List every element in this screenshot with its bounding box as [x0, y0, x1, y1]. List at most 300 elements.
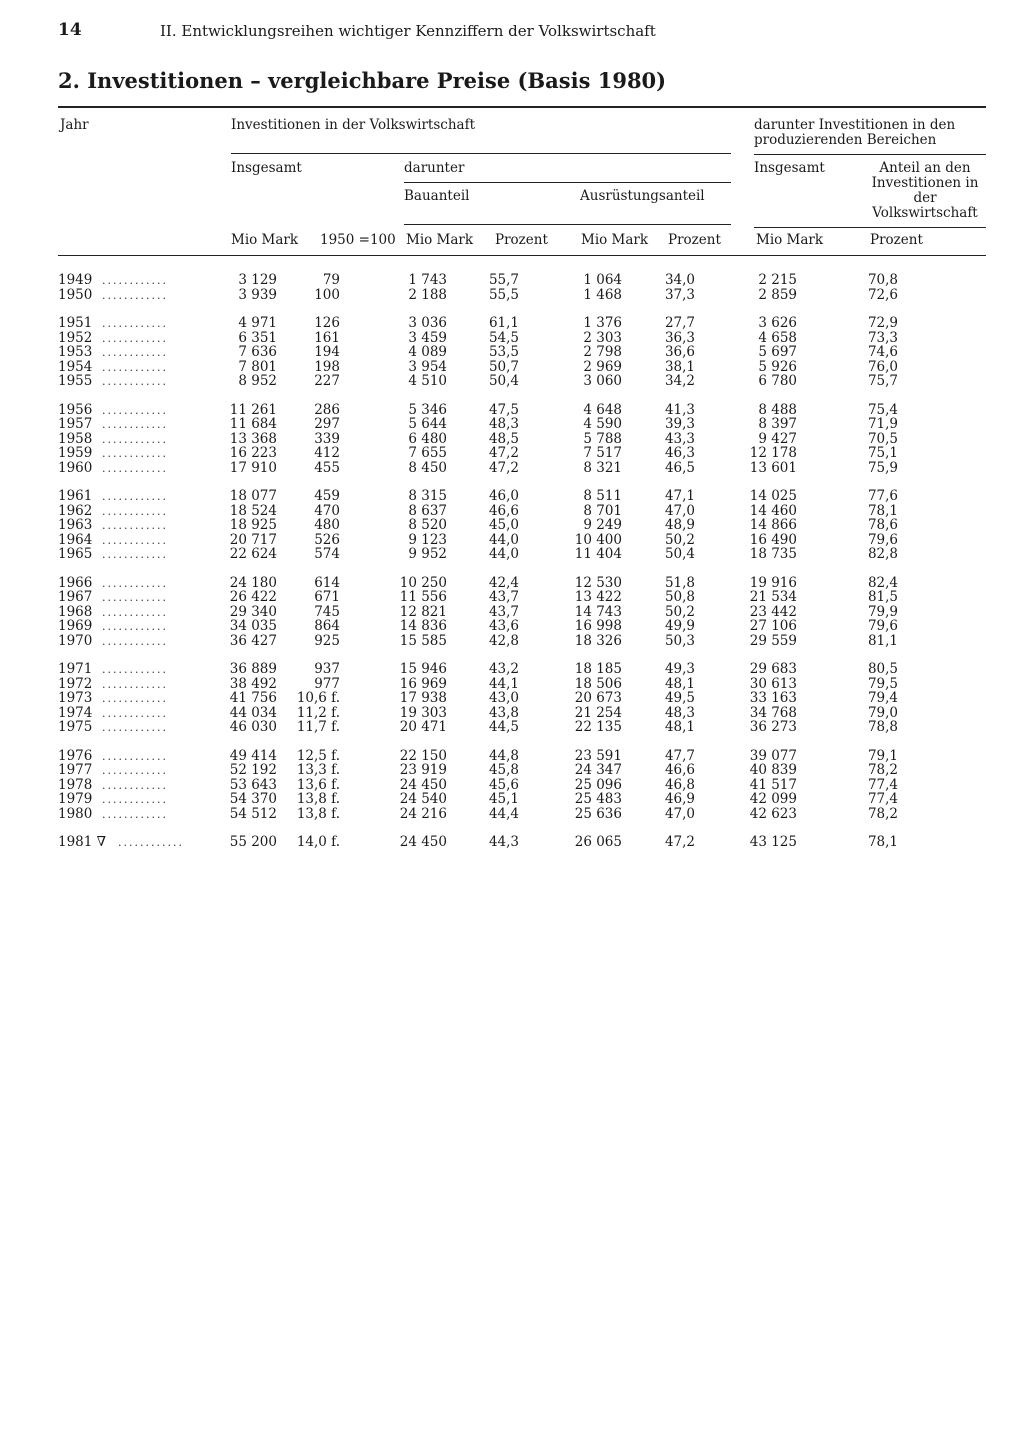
index-1950-cell: 339 — [314, 430, 340, 447]
ausruestung-prozent-cell: 49,5 — [664, 690, 695, 706]
bau-prozent-cell: 47,2 — [488, 459, 519, 476]
bau-mio-mark-cell: 24 450 — [399, 776, 447, 793]
index-1950-cell: 297 — [314, 416, 340, 432]
insgesamt-cell: 3 939 — [238, 286, 277, 303]
year-cell: 1969 — [58, 618, 93, 634]
ausruestung-prozent-cell: 36,6 — [664, 344, 695, 360]
bau-mio-mark-cell: 6 480 — [408, 430, 447, 447]
ausruestung-mio-mark-cell: 4 648 — [583, 401, 622, 418]
ausruestung-prozent-cell: 34,2 — [664, 373, 695, 389]
rule-sub — [404, 224, 731, 225]
prod-anteil-cell: 74,6 — [867, 344, 898, 360]
year-cell: 1960 — [58, 459, 93, 476]
ausruestung-mio-mark-cell: 18 326 — [574, 632, 622, 649]
unit-mio-mark-3: Mio Mark — [581, 232, 649, 248]
insgesamt-cell: 18 925 — [229, 517, 277, 533]
bau-mio-mark-cell: 11 556 — [399, 589, 447, 605]
bau-prozent-cell: 46,6 — [488, 502, 519, 519]
ausruestung-mio-mark-cell: 1 376 — [583, 315, 622, 331]
bau-mio-mark-cell: 4 510 — [408, 373, 447, 389]
ausruestung-mio-mark-cell: 18 506 — [574, 675, 622, 692]
ausruestung-prozent-cell: 46,8 — [664, 776, 695, 793]
bau-prozent-cell: 44,3 — [488, 834, 519, 850]
leader-dots: ............ — [102, 504, 168, 518]
rule-prod — [754, 154, 986, 155]
bau-mio-mark-cell: 24 450 — [399, 834, 447, 850]
ausruestung-prozent-cell: 47,1 — [664, 488, 695, 504]
unit-mio-mark-2: Mio Mark — [406, 232, 474, 248]
leader-dots: ............ — [102, 317, 168, 330]
index-1950-cell: 480 — [314, 517, 340, 533]
header-bauanteil: Bauanteil — [404, 188, 470, 204]
prod-anteil-cell: 79,5 — [867, 675, 898, 692]
prod-anteil-cell: 78,1 — [867, 834, 898, 850]
insgesamt-cell: 36 889 — [229, 661, 277, 677]
insgesamt-cell: 55 200 — [229, 834, 277, 850]
ausruestung-prozent-cell: 47,0 — [664, 502, 695, 519]
bau-mio-mark-cell: 2 188 — [408, 286, 447, 303]
prod-insgesamt-cell: 13 601 — [749, 459, 797, 476]
index-1950-cell: 459 — [314, 488, 340, 504]
prod-anteil-cell: 78,2 — [867, 762, 898, 778]
header-ausruestungsanteil: Ausrüstungsanteil — [580, 188, 705, 204]
bau-mio-mark-cell: 14 836 — [399, 618, 447, 634]
bau-prozent-cell: 50,7 — [488, 358, 519, 375]
insgesamt-cell: 44 034 — [229, 704, 277, 721]
header-darunter-produzierend: darunter Investitionen in den produzierenden Bereichen — [754, 117, 956, 148]
year-cell: 1957 — [58, 416, 93, 432]
index-1950-cell: 671 — [314, 589, 340, 605]
ausruestung-mio-mark-cell: 7 517 — [583, 445, 622, 461]
page-number: 14 — [58, 20, 82, 40]
leader-dots: ............ — [102, 663, 168, 676]
leader-dots: ............ — [102, 432, 168, 446]
prod-anteil-cell: 77,4 — [867, 791, 898, 807]
insgesamt-cell: 38 492 — [229, 675, 277, 692]
bau-mio-mark-cell: 5 346 — [408, 401, 447, 418]
bau-mio-mark-cell: 15 585 — [399, 632, 447, 649]
year-cell: 1968 — [58, 603, 93, 620]
bau-mio-mark-cell: 4 089 — [408, 344, 447, 360]
table-title: 2. Investitionen – vergleichbare Preise (Basis 1980) — [58, 68, 667, 93]
bau-prozent-cell: 45,0 — [488, 517, 519, 533]
index-1950-cell: 11,7 f. — [296, 719, 340, 735]
prod-insgesamt-cell: 12 178 — [749, 445, 797, 461]
header-bottom-rule — [58, 255, 986, 256]
insgesamt-cell: 54 512 — [229, 805, 277, 822]
bau-mio-mark-cell: 22 150 — [399, 747, 447, 764]
prod-anteil-cell: 81,5 — [867, 589, 898, 605]
bau-prozent-cell: 50,4 — [488, 373, 519, 389]
year-cell: 1967 — [58, 589, 93, 605]
ausruestung-prozent-cell: 39,3 — [664, 416, 695, 432]
insgesamt-cell: 20 717 — [229, 531, 277, 548]
ausruestung-mio-mark-cell: 21 254 — [574, 704, 622, 721]
bau-mio-mark-cell: 10 250 — [399, 574, 447, 591]
bau-mio-mark-cell: 1 743 — [408, 272, 447, 288]
bau-mio-mark-cell: 3 459 — [408, 329, 447, 346]
insgesamt-cell: 53 643 — [229, 776, 277, 793]
year-cell: 1966 — [58, 574, 93, 591]
bau-prozent-cell: 43,8 — [488, 704, 519, 721]
ausruestung-mio-mark-cell: 1 064 — [583, 272, 622, 288]
insgesamt-cell: 52 192 — [229, 762, 277, 778]
prod-insgesamt-cell: 40 839 — [749, 762, 797, 778]
leader-dots: ............ — [102, 461, 168, 475]
ausruestung-mio-mark-cell: 2 798 — [583, 344, 622, 360]
prod-insgesamt-cell: 5 697 — [758, 344, 797, 360]
prod-insgesamt-cell: 18 735 — [749, 546, 797, 562]
year-cell: 1965 — [58, 546, 93, 562]
prod-insgesamt-cell: 14 866 — [749, 517, 797, 533]
bau-mio-mark-cell: 8 315 — [408, 488, 447, 504]
prod-insgesamt-cell: 36 273 — [749, 719, 797, 735]
year-cell: 1973 — [58, 690, 93, 706]
bau-prozent-cell: 44,0 — [488, 546, 519, 562]
prod-insgesamt-cell: 33 163 — [749, 690, 797, 706]
index-1950-cell: 79 — [322, 272, 340, 288]
index-1950-cell: 977 — [314, 675, 340, 692]
bau-prozent-cell: 43,6 — [488, 618, 519, 634]
prod-anteil-cell: 73,3 — [867, 329, 898, 346]
prod-anteil-cell: 79,9 — [867, 603, 898, 620]
prod-anteil-cell: 71,9 — [867, 416, 898, 432]
prod-insgesamt-cell: 2 215 — [758, 272, 797, 288]
year-cell: 1962 — [58, 502, 93, 519]
ausruestung-mio-mark-cell: 8 321 — [583, 459, 622, 476]
index-1950-cell: 864 — [314, 618, 340, 634]
index-1950-cell: 937 — [314, 661, 340, 677]
ausruestung-prozent-cell: 46,5 — [664, 459, 695, 476]
leader-dots: ............ — [102, 764, 168, 777]
bau-prozent-cell: 42,4 — [488, 574, 519, 591]
prod-anteil-cell: 82,4 — [867, 574, 898, 591]
ausruestung-prozent-cell: 43,3 — [664, 430, 695, 447]
bau-mio-mark-cell: 5 644 — [408, 416, 447, 432]
ausruestung-prozent-cell: 46,6 — [664, 762, 695, 778]
ausruestung-prozent-cell: 37,3 — [664, 286, 695, 303]
leader-dots: ............ — [102, 620, 168, 633]
leader-dots: ............ — [102, 576, 168, 590]
prod-anteil-cell: 78,1 — [867, 502, 898, 519]
insgesamt-cell: 4 971 — [238, 315, 277, 331]
leader-dots: ............ — [102, 749, 168, 763]
prod-insgesamt-cell: 39 077 — [749, 747, 797, 764]
insgesamt-cell: 17 910 — [229, 459, 277, 476]
bau-mio-mark-cell: 8 450 — [408, 459, 447, 476]
index-1950-cell: 470 — [314, 502, 340, 519]
prod-insgesamt-cell: 14 460 — [749, 502, 797, 519]
header-anteil: Anteil an den Investitionen in der Volkswirtschaft — [871, 160, 979, 221]
year-cell: 1979 — [58, 791, 93, 807]
ausruestung-mio-mark-cell: 25 636 — [574, 805, 622, 822]
ausruestung-prozent-cell: 49,3 — [664, 661, 695, 677]
insgesamt-cell: 8 952 — [238, 373, 277, 389]
leader-dots: ............ — [102, 605, 168, 619]
leader-dots: ............ — [102, 793, 168, 806]
ausruestung-prozent-cell: 41,3 — [664, 401, 695, 418]
ausruestung-mio-mark-cell: 26 065 — [574, 834, 622, 850]
prod-anteil-cell: 72,6 — [867, 286, 898, 303]
bau-mio-mark-cell: 19 303 — [399, 704, 447, 721]
bau-prozent-cell: 44,1 — [488, 675, 519, 692]
prod-anteil-cell: 79,4 — [867, 690, 898, 706]
ausruestung-prozent-cell: 50,3 — [664, 632, 695, 649]
year-cell: 1977 — [58, 762, 93, 778]
prod-insgesamt-cell: 16 490 — [749, 531, 797, 548]
leader-dots: ............ — [102, 677, 168, 691]
prod-insgesamt-cell: 27 106 — [749, 618, 797, 634]
prod-anteil-cell: 75,9 — [867, 459, 898, 476]
ausruestung-mio-mark-cell: 18 185 — [574, 661, 622, 677]
ausruestung-mio-mark-cell: 3 060 — [583, 373, 622, 389]
ausruestung-prozent-cell: 50,4 — [664, 546, 695, 562]
year-cell: 1963 — [58, 517, 93, 533]
ausruestung-mio-mark-cell: 13 422 — [574, 589, 622, 605]
prod-anteil-cell: 75,4 — [867, 401, 898, 418]
unit-mio-mark-4: Mio Mark — [756, 232, 824, 248]
ausruestung-prozent-cell: 48,9 — [664, 517, 695, 533]
unit-prozent-3: Prozent — [870, 232, 923, 248]
ausruestung-prozent-cell: 48,3 — [664, 704, 695, 721]
insgesamt-cell: 11 684 — [229, 416, 277, 432]
ausruestung-mio-mark-cell: 12 530 — [574, 574, 622, 591]
prod-anteil-cell: 79,6 — [867, 618, 898, 634]
leader-dots: ............ — [102, 375, 168, 388]
bau-prozent-cell: 53,5 — [488, 344, 519, 360]
ausruestung-mio-mark-cell: 8 511 — [583, 488, 622, 504]
bau-mio-mark-cell: 16 969 — [399, 675, 447, 692]
prod-insgesamt-cell: 14 025 — [749, 488, 797, 504]
prod-anteil-cell: 81,1 — [867, 632, 898, 649]
leader-dots: ............ — [102, 533, 168, 547]
year-cell: 1972 — [58, 675, 93, 692]
year-cell: 1959 — [58, 445, 93, 461]
index-1950-cell: 13,6 f. — [296, 776, 340, 793]
bau-prozent-cell: 43,7 — [488, 603, 519, 620]
header-jahr: Jahr — [60, 117, 89, 133]
bau-prozent-cell: 47,5 — [488, 401, 519, 418]
header-insgesamt: Insgesamt — [231, 160, 302, 176]
leader-dots: ............ — [118, 836, 184, 849]
running-title: II. Entwicklungsreihen wichtiger Kennziffern der Volkswirtschaft — [160, 22, 656, 40]
ausruestung-mio-mark-cell: 2 969 — [583, 358, 622, 375]
ausruestung-mio-mark-cell: 11 404 — [574, 546, 622, 562]
index-1950-cell: 227 — [314, 373, 340, 389]
insgesamt-cell: 26 422 — [229, 589, 277, 605]
index-1950-cell: 13,8 f. — [296, 805, 340, 822]
ausruestung-prozent-cell: 49,9 — [664, 618, 695, 634]
ausruestung-prozent-cell: 46,3 — [664, 445, 695, 461]
ausruestung-mio-mark-cell: 5 788 — [583, 430, 622, 447]
prod-insgesamt-cell: 21 534 — [749, 589, 797, 605]
prod-insgesamt-cell: 42 623 — [749, 805, 797, 822]
year-cell: 1974 — [58, 704, 93, 721]
bau-prozent-cell: 44,8 — [488, 747, 519, 764]
index-1950-cell: 13,3 f. — [296, 762, 340, 778]
ausruestung-mio-mark-cell: 20 673 — [574, 690, 622, 706]
prod-insgesamt-cell: 30 613 — [749, 675, 797, 692]
ausruestung-mio-mark-cell: 2 303 — [583, 329, 622, 346]
index-1950-cell: 194 — [314, 344, 340, 360]
leader-dots: ............ — [102, 807, 168, 821]
ausruestung-prozent-cell: 47,0 — [664, 805, 695, 822]
prod-insgesamt-cell: 19 916 — [749, 574, 797, 591]
rule-sub-prod — [754, 227, 986, 228]
index-1950-cell: 286 — [314, 401, 340, 418]
leader-dots: ............ — [102, 360, 168, 374]
year-cell: 1980 — [58, 805, 93, 822]
insgesamt-cell: 34 035 — [229, 618, 277, 634]
prod-anteil-cell: 80,5 — [867, 661, 898, 677]
prod-anteil-cell: 78,6 — [867, 517, 898, 533]
bau-prozent-cell: 47,2 — [488, 445, 519, 461]
unit-prozent-1: Prozent — [495, 232, 548, 248]
ausruestung-prozent-cell: 47,2 — [664, 834, 695, 850]
prod-insgesamt-cell: 4 658 — [758, 329, 797, 346]
ausruestung-prozent-cell: 50,8 — [664, 589, 695, 605]
prod-anteil-cell: 75,1 — [867, 445, 898, 461]
prod-anteil-cell: 77,6 — [867, 488, 898, 504]
bau-prozent-cell: 48,5 — [488, 430, 519, 447]
prod-insgesamt-cell: 2 859 — [758, 286, 797, 303]
year-cell: 1978 — [58, 776, 93, 793]
prod-anteil-cell: 79,1 — [867, 747, 898, 764]
insgesamt-cell: 41 756 — [229, 690, 277, 706]
ausruestung-mio-mark-cell: 10 400 — [574, 531, 622, 548]
leader-dots: ............ — [102, 519, 168, 532]
index-1950-cell: 10,6 f. — [296, 690, 340, 706]
index-1950-cell: 455 — [314, 459, 340, 476]
bau-prozent-cell: 54,5 — [488, 329, 519, 346]
bau-mio-mark-cell: 8 637 — [408, 502, 447, 519]
bau-mio-mark-cell: 12 821 — [399, 603, 447, 620]
ausruestung-prozent-cell: 46,9 — [664, 791, 695, 807]
index-1950-cell: 574 — [314, 546, 340, 562]
insgesamt-cell: 24 180 — [229, 574, 277, 591]
index-1950-cell: 412 — [314, 445, 340, 461]
ausruestung-prozent-cell: 48,1 — [664, 675, 695, 692]
bau-mio-mark-cell: 3 954 — [408, 358, 447, 375]
year-cell: 1954 — [58, 358, 93, 375]
insgesamt-cell: 18 077 — [229, 488, 277, 504]
prod-anteil-cell: 78,2 — [867, 805, 898, 822]
index-1950-cell: 526 — [314, 531, 340, 548]
insgesamt-cell: 7 636 — [238, 344, 277, 360]
leader-dots: ............ — [102, 490, 168, 503]
insgesamt-cell: 36 427 — [229, 632, 277, 649]
leader-dots: ............ — [102, 288, 168, 302]
insgesamt-cell: 11 261 — [229, 401, 277, 418]
ausruestung-prozent-cell: 51,8 — [664, 574, 695, 591]
ausruestung-mio-mark-cell: 25 096 — [574, 776, 622, 793]
year-cell: 1981 ∇ — [58, 834, 107, 850]
bau-mio-mark-cell: 23 919 — [399, 762, 447, 778]
bau-mio-mark-cell: 8 520 — [408, 517, 447, 533]
index-1950-cell: 925 — [314, 632, 340, 649]
insgesamt-cell: 29 340 — [229, 603, 277, 620]
year-cell: 1949 — [58, 272, 93, 288]
bau-prozent-cell: 45,8 — [488, 762, 519, 778]
bau-mio-mark-cell: 24 216 — [399, 805, 447, 822]
bau-mio-mark-cell: 3 036 — [408, 315, 447, 331]
bau-prozent-cell: 43,7 — [488, 589, 519, 605]
prod-anteil-cell: 78,8 — [867, 719, 898, 735]
ausruestung-mio-mark-cell: 1 468 — [583, 286, 622, 303]
prod-insgesamt-cell: 34 768 — [749, 704, 797, 721]
year-cell: 1971 — [58, 661, 93, 677]
year-cell: 1955 — [58, 373, 93, 389]
ausruestung-prozent-cell: 50,2 — [664, 531, 695, 548]
ausruestung-prozent-cell: 50,2 — [664, 603, 695, 620]
index-1950-cell: 614 — [314, 574, 340, 591]
prod-anteil-cell: 70,8 — [867, 272, 898, 288]
leader-dots: ............ — [102, 418, 168, 431]
prod-insgesamt-cell: 42 099 — [749, 791, 797, 807]
index-1950-cell: 14,0 f. — [296, 834, 340, 850]
index-1950-cell: 126 — [314, 315, 340, 331]
bau-mio-mark-cell: 7 655 — [408, 445, 447, 461]
bau-prozent-cell: 45,6 — [488, 776, 519, 793]
year-cell: 1950 — [58, 286, 93, 303]
year-cell: 1970 — [58, 632, 93, 649]
leader-dots: ............ — [102, 548, 168, 561]
header-insgesamt-prod: Insgesamt — [754, 160, 825, 176]
year-cell: 1976 — [58, 747, 93, 764]
bau-prozent-cell: 43,2 — [488, 661, 519, 677]
bau-prozent-cell: 44,5 — [488, 719, 519, 735]
unit-index: 1950 =100 — [320, 232, 396, 248]
leader-dots: ............ — [102, 274, 168, 287]
prod-anteil-cell: 79,0 — [867, 704, 898, 721]
leader-dots: ............ — [102, 721, 168, 734]
prod-insgesamt-cell: 8 488 — [758, 401, 797, 418]
index-1950-cell: 198 — [314, 358, 340, 375]
leader-dots: ............ — [102, 706, 168, 720]
bau-prozent-cell: 61,1 — [488, 315, 519, 331]
prod-insgesamt-cell: 5 926 — [758, 358, 797, 375]
bau-prozent-cell: 44,0 — [488, 531, 519, 548]
insgesamt-cell: 13 368 — [229, 430, 277, 447]
ausruestung-mio-mark-cell: 8 701 — [583, 502, 622, 519]
bau-prozent-cell: 44,4 — [488, 805, 519, 822]
index-1950-cell: 11,2 f. — [296, 704, 340, 721]
prod-anteil-cell: 70,5 — [867, 430, 898, 447]
ausruestung-mio-mark-cell: 23 591 — [574, 747, 622, 764]
insgesamt-cell: 16 223 — [229, 445, 277, 461]
bau-prozent-cell: 55,5 — [488, 286, 519, 303]
prod-insgesamt-cell: 29 683 — [749, 661, 797, 677]
bau-mio-mark-cell: 20 471 — [399, 719, 447, 735]
prod-insgesamt-cell: 23 442 — [749, 603, 797, 620]
ausruestung-mio-mark-cell: 14 743 — [574, 603, 622, 620]
bau-prozent-cell: 43,0 — [488, 690, 519, 706]
bau-prozent-cell: 45,1 — [488, 791, 519, 807]
ausruestung-prozent-cell: 36,3 — [664, 329, 695, 346]
insgesamt-cell: 54 370 — [229, 791, 277, 807]
bau-mio-mark-cell: 9 123 — [408, 531, 447, 548]
header-investitionen-vw: Investitionen in der Volkswirtschaft — [231, 117, 476, 133]
ausruestung-mio-mark-cell: 24 347 — [574, 762, 622, 778]
prod-insgesamt-cell: 8 397 — [758, 416, 797, 432]
index-1950-cell: 161 — [314, 329, 340, 346]
insgesamt-cell: 3 129 — [238, 272, 277, 288]
ausruestung-prozent-cell: 34,0 — [664, 272, 695, 288]
year-cell: 1956 — [58, 401, 93, 418]
bau-prozent-cell: 55,7 — [488, 272, 519, 288]
rule-darunter — [404, 182, 731, 183]
prod-insgesamt-cell: 9 427 — [758, 430, 797, 447]
